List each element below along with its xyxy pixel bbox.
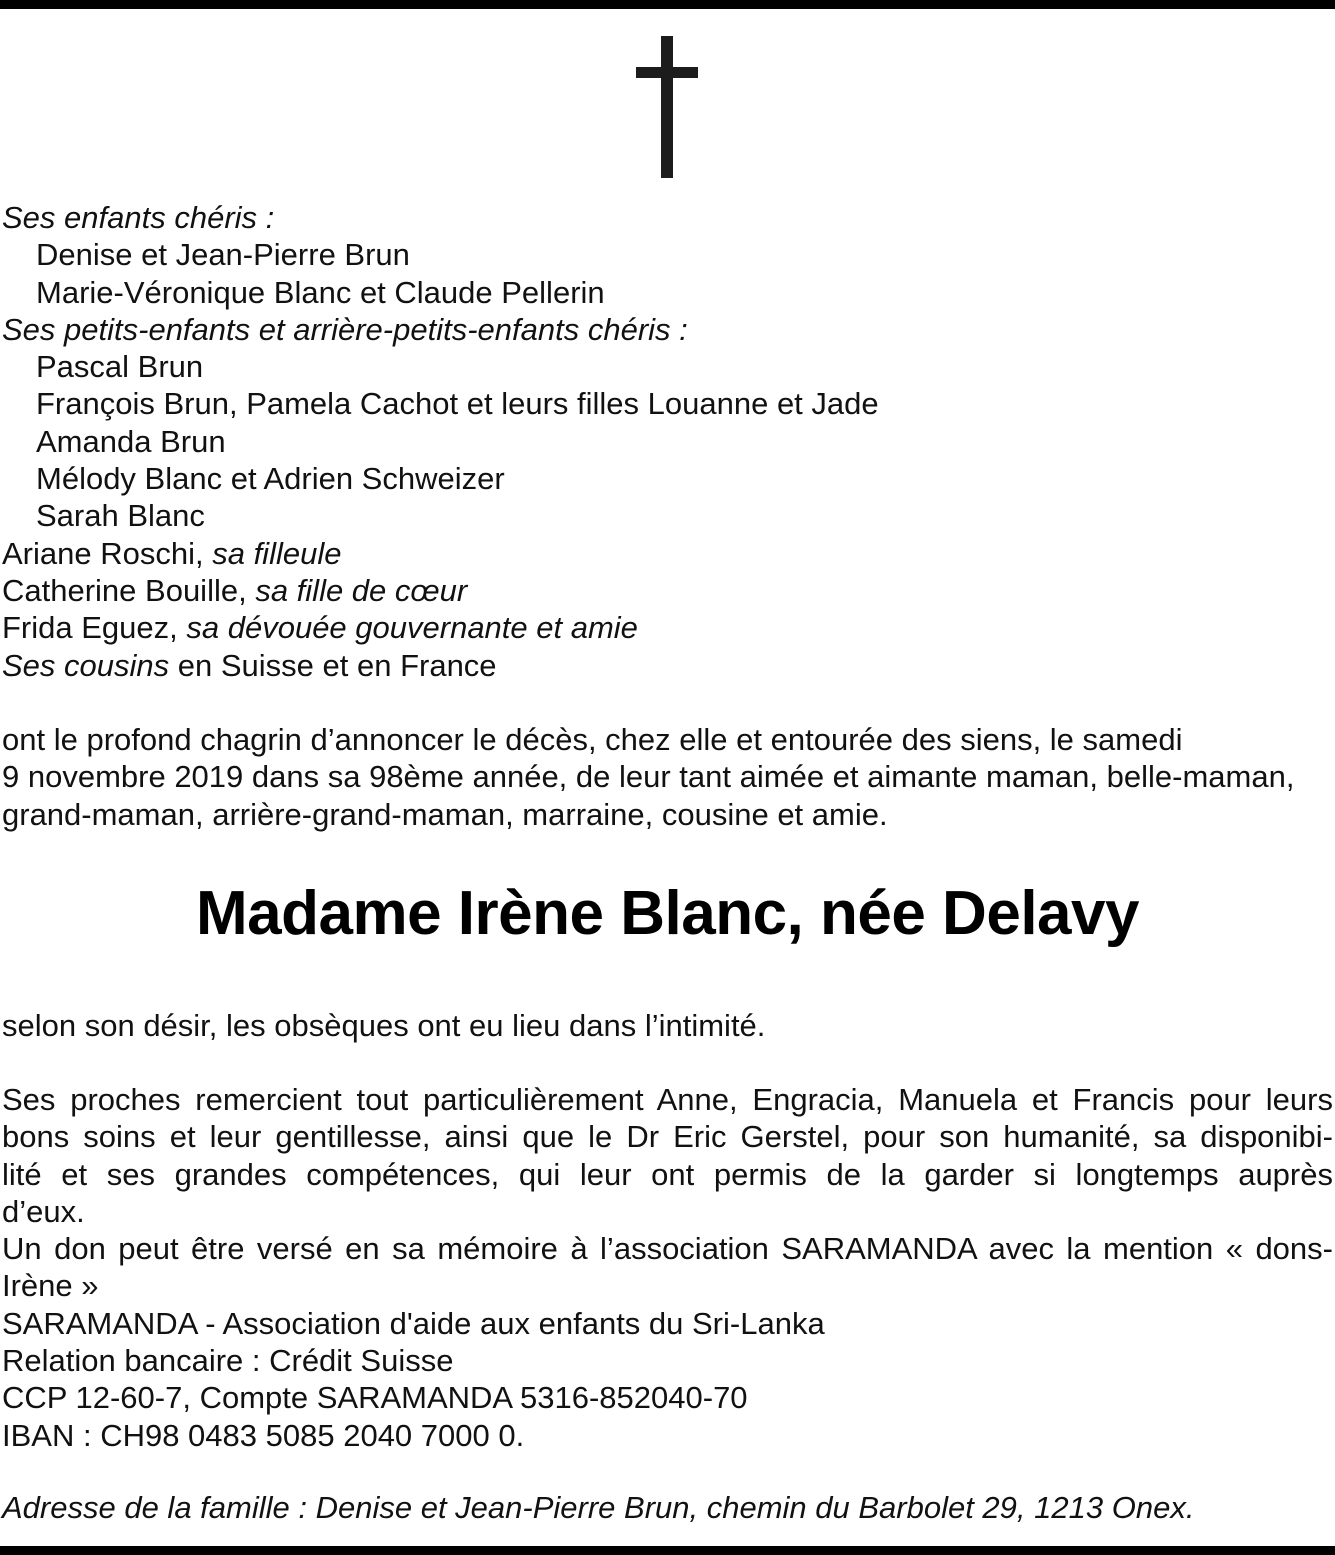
donation-line: IBAN : CH98 0483 5085 2040 7000 0. — [2, 1417, 525, 1453]
announcement-line: ont le profond chagrin d’annoncer le décès, chez elle et entourée des siens, le samedi — [2, 722, 1183, 757]
relative-role: sa dévouée gouvernante et amie — [186, 610, 638, 646]
relative-name: Ariane Roschi, — [2, 535, 213, 571]
grandchild-name: François Brun, Pamela Cachot et leurs filles Louanne et Jade — [36, 386, 879, 422]
donation-line: SARAMANDA - Association d'aide aux enfants du Sri-Lanka — [2, 1305, 825, 1341]
grandchild-name: Mélody Blanc et Adrien Schweizer — [36, 461, 505, 497]
thanks-paragraph — [2, 1081, 1333, 1454]
bottom-rule — [0, 1546, 1335, 1555]
announcement-line: grand-maman, arrière-grand-maman, marraine, cousine et amie. — [2, 796, 888, 832]
family-address — [2, 1489, 1333, 1526]
donation-line: Un don peut être versé en sa mémoire à l’association SARAMANDA avec la mention « dons- — [2, 1231, 1333, 1267]
relative-name: Catherine Bouille, — [2, 572, 256, 608]
top-rule — [0, 0, 1335, 9]
thanks-line: lité et ses grandes compétences, qui leur ont permis de la garder si longtemps auprès — [2, 1156, 1333, 1192]
relative-line — [2, 609, 1333, 646]
child-name: Marie-Véronique Blanc et Claude Pellerin — [36, 274, 605, 310]
relative-role: sa filleule — [212, 535, 342, 571]
donation-line: CCP 12-60-7, Compte SARAMANDA 5316-852040-70 — [2, 1380, 748, 1416]
relative-line — [2, 535, 1333, 572]
thanks-line: Ses proches remercient tout particulièrement Anne, Engracia, Manuela et Francis pour leurs — [2, 1082, 1333, 1117]
family-list — [2, 199, 1333, 684]
announcement-line: 9 novembre 2019 dans sa 98ème année, de leur tant aimée et aimante maman, belle-maman, — [2, 759, 1295, 795]
relative-line — [2, 572, 1333, 609]
grandchild-name: Pascal Brun — [36, 349, 204, 385]
cousins-label: Ses cousins — [2, 647, 170, 683]
child-name: Denise et Jean-Pierre Brun — [36, 237, 410, 273]
relative-name: Frida Eguez, — [2, 610, 187, 646]
relative-role: sa fille de cœur — [255, 572, 468, 608]
thanks-line: bons soins et leur gentillesse, ainsi que le Dr Eric Gerstel, pour son humanité, sa disponibi- — [2, 1119, 1333, 1155]
grandchild-name: Sarah Blanc — [36, 498, 205, 534]
cousins-line — [2, 647, 1333, 684]
donation-line: Relation bancaire : Crédit Suisse — [2, 1343, 454, 1379]
children-heading: Ses enfants chéris : — [2, 200, 275, 235]
donation-line: Irène » — [2, 1268, 99, 1304]
announcement-paragraph — [2, 721, 1333, 833]
grandchild-name: Amanda Brun — [36, 423, 226, 459]
cross-icon — [636, 36, 698, 178]
thanks-line: d’eux. — [2, 1193, 85, 1229]
funeral-note-text: selon son désir, les obsèques ont eu lieu dans l’intimité. — [2, 1008, 766, 1043]
cousins-location: en Suisse et en France — [169, 647, 497, 683]
deceased-name: Madame Irène Blanc, née Delavy — [195, 879, 1139, 948]
grandchildren-heading: Ses petits-enfants et arrière-petits-enfants chéris : — [2, 311, 688, 347]
funeral-note — [2, 1007, 1333, 1044]
family-address-text: Adresse de la famille : Denise et Jean-Pierre Brun, chemin du Barbolet 29, 1213 Onex. — [2, 1490, 1195, 1525]
